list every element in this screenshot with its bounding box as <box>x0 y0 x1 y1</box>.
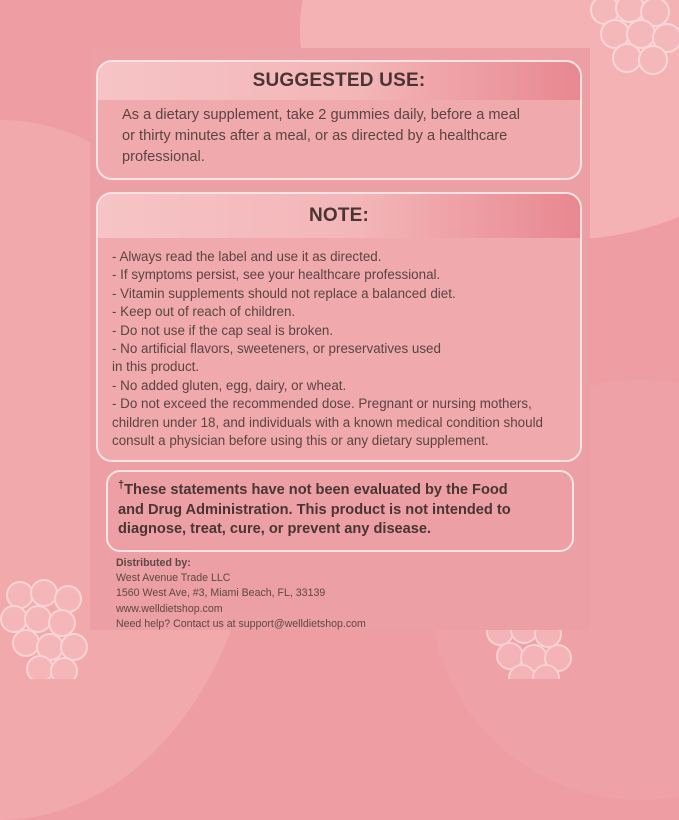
list-item: - Always read the label and use it as directed. <box>112 249 382 264</box>
suggested-use-heading: SUGGESTED USE: <box>98 62 580 100</box>
suggested-use-card <box>96 60 582 180</box>
suggested-use-text <box>98 100 580 168</box>
note-card <box>96 192 582 462</box>
distributor-company: West Avenue Trade LLC <box>116 572 231 585</box>
text-line: professional. <box>122 149 205 165</box>
note-list <box>98 238 580 450</box>
fda-disclaimer-box <box>106 470 574 552</box>
list-item: - No artificial flavors, sweeteners, or preservatives used <box>112 341 441 357</box>
text-line-content: These statements have not been evaluated by the Food <box>124 482 508 498</box>
list-item: - Do not exceed the recommended dose. Pregnant or nursing mothers, <box>112 396 532 412</box>
list-item: consult a physician before using this or any dietary supplement. <box>112 433 489 449</box>
list-item: children under 18, and individuals with a known medical condition should <box>112 414 543 430</box>
distributor-website[interactable]: www.welldietshop.com <box>116 602 223 615</box>
fda-disclaimer-text <box>118 481 562 540</box>
list-item: - Do not use if the cap seal is broken. <box>112 322 334 338</box>
text-line: and Drug Administration. This product is not intended to <box>118 501 511 518</box>
list-item: - Vitamin supplements should not replace a balanced diet. <box>112 285 456 301</box>
raspberry-icon <box>575 0 679 90</box>
note-heading: NOTE: <box>98 194 580 238</box>
support-contact[interactable]: Need help? Contact us at support@welldietshop.com <box>116 617 366 630</box>
distributor-address: 1560 West Ave, #3, Miami Beach, FL, 33139 <box>116 587 326 600</box>
raspberry-icon <box>0 575 95 679</box>
text-line: As a dietary supplement, take 2 gummies daily, before a meal <box>122 107 521 123</box>
text-line: diagnose, treat, cure, or prevent any disease. <box>118 521 432 538</box>
list-item: - No added gluten, egg, dairy, or wheat. <box>112 377 347 393</box>
list-item: in this product. <box>112 359 200 375</box>
list-item: - If symptoms persist, see your healthcare professional. <box>112 267 441 283</box>
list-item: - Keep out of reach of children. <box>112 304 296 320</box>
text-line: or thirty minutes after a meal, or as directed by a healthcare <box>122 128 508 144</box>
text-line <box>118 481 562 501</box>
distributor-info <box>116 556 366 632</box>
distributor-title: Distributed by: <box>116 557 191 569</box>
dagger-mark: † <box>118 479 125 492</box>
